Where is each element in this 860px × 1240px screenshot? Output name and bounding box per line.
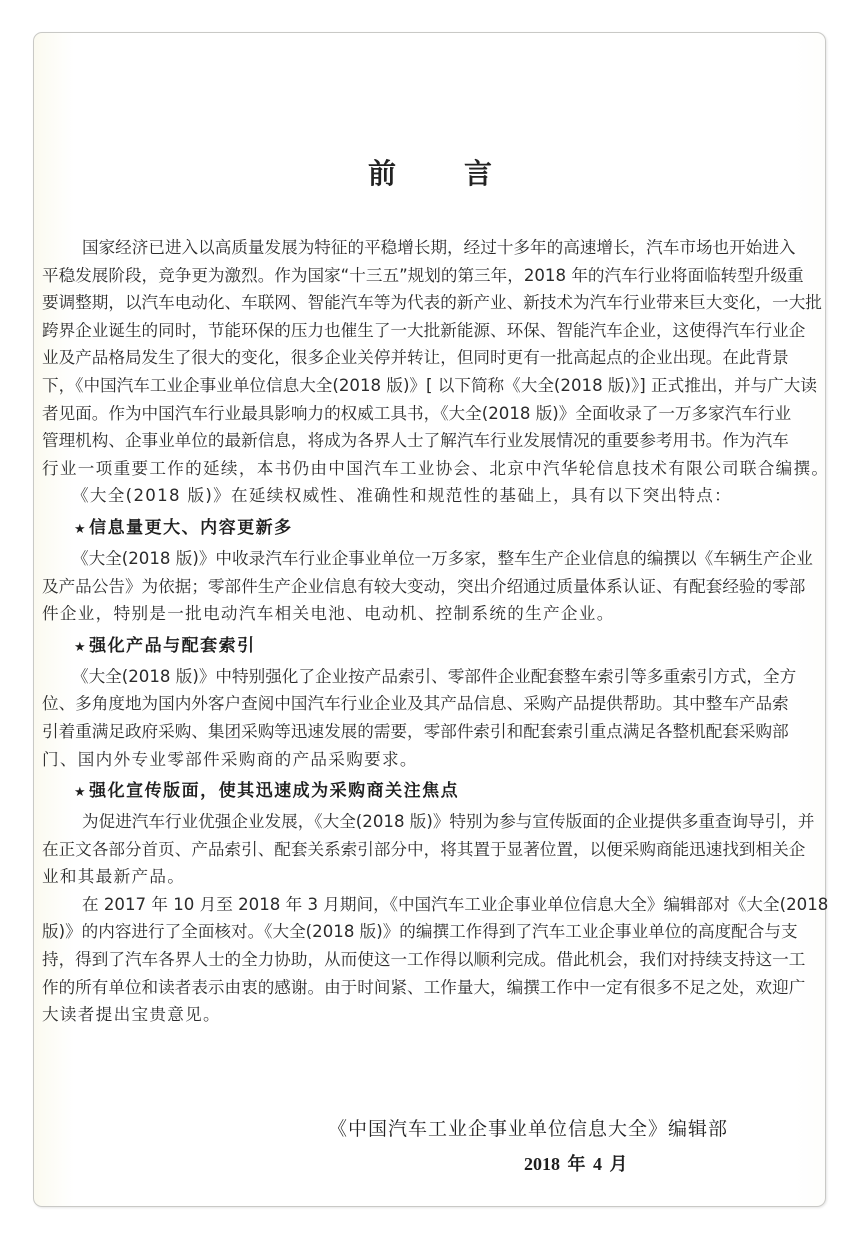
features-intro: 《大全(2018 版)》在延续权威性、准确性和规范性的基础上，具有以下突出特点： (72, 486, 733, 506)
text-line: 业和其最新产品。 (42, 867, 186, 887)
signature-date: 2018 年 4 月 (524, 1154, 628, 1174)
document-body (42, 234, 830, 1029)
text-line: 件企业，特别是一批电动汽车相关电池、电动机、控制系统的生产企业。 (42, 604, 615, 624)
section-heading-text: 强化产品与配套索引 (89, 635, 256, 656)
text-line: 作的所有单位和读者表示由衷的感谢。由于时间紧、工作量大，编撰工作中一定有很多不足之处，欢迎广 (42, 977, 806, 997)
text-line: 者见面。作为中国汽车行业最具影响力的权威工具书，《大全(2018 版)》全面收录了一万多家汽车行业 (42, 403, 792, 423)
section-heading (42, 777, 787, 806)
text-line: 管理机构、企事业单位的最新信息，将成为各界人士了解汽车行业发展情况的重要参考用书。作为汽车 (42, 431, 789, 451)
text-line: 持，得到了汽车各界人士的全力协助，从而使这一工作得以顺利完成。借此机会，我们对持续支持这一工 (42, 950, 806, 970)
text-line: 国家经济已进入以高质量发展为特征的平稳增长期，经过十多年的高速增长，汽车市场也开始进入 (82, 238, 796, 257)
text-line: 门、国内外专业零部件采购商的产品采购要求。 (42, 749, 418, 769)
text-line: 及产品公告》为依据；零部件生产企业信息有较大变动，突出介绍通过质量体系认证、有配套经验的零部 (42, 576, 806, 596)
title-char-2: 言 (464, 157, 493, 190)
section-index (42, 632, 797, 773)
text-line: 版)》的内容进行了全面核对。《大全(2018 版)》的编撰工作得到了汽车工业企事业单位的高度配合与支 (42, 922, 798, 942)
text-line: 行业一项重要工作的延续，本书仍由中国汽车工业协会、北京中汽华轮信息技术有限公司联合编撰。 (42, 458, 830, 478)
page-title (0, 152, 860, 192)
section-heading (42, 632, 787, 661)
star-icon: ★ (74, 521, 88, 537)
title-char-1: 前 (367, 157, 396, 190)
text-line: 平稳发展阶段，竞争更为激烈。作为国家“十三五”规划的第三年，2018 年的汽车行业将面临转型升级重 (42, 265, 804, 285)
star-icon: ★ (74, 785, 88, 801)
section-heading-text: 信息量更大、内容更新多 (89, 517, 293, 538)
section-info (42, 514, 813, 628)
text-line: 大读者提出宝贵意见。 (42, 1005, 221, 1025)
text-line: 引着重满足政府采购、集团采购等迅速发展的需要，零部件索引和配套索引重点满足各整机配套采购部 (42, 721, 789, 741)
star-icon: ★ (74, 639, 88, 655)
text-line: 要调整期，以汽车电动化、车联网、智能汽车等为代表的新产业、新技术为汽车行业带来巨大变化，一大批 (42, 293, 822, 313)
section-heading-text: 强化宣传版面，使其迅速成为采购商关注焦点 (89, 781, 460, 802)
closing-paragraph (42, 891, 829, 1029)
signature-org: 《中国汽车工业企事业单位信息大全》编辑部 (328, 1118, 729, 1140)
text-line: 《大全(2018 版)》中特别强化了企业按产品索引、零部件企业配套整车索引等多重索引方式，全方 (72, 666, 797, 686)
text-line: 位、多角度地为国内外客户查阅中国汽车行业企业及其产品信息、采购产品提供帮助。其中整车产品索 (42, 694, 789, 714)
text-line: 在正文各部分首页、产品索引、配套关系索引部分中，将其置于显著位置，以便采购商能迅速找到相关企 (42, 839, 806, 859)
intro-paragraph (42, 234, 830, 482)
text-line: 为促进汽车行业优强企业发展，《大全(2018 版)》特别为参与宣传版面的企业提供多重查询导引，并 (82, 812, 815, 832)
text-line: 在 2017 年 10 月至 2018 年 3 月期间，《中国汽车工业企事业单位信息大全》编辑部对《大全(2018 (82, 894, 829, 914)
section-heading (42, 514, 787, 543)
text-line: 业及产品格局发生了很大的变化，很多企业关停并转让，但同时更有一批高起点的企业出现。在此背景 (42, 348, 789, 368)
text-line: 《大全(2018 版)》中收录汽车行业企事业单位一万多家，整车生产企业信息的编撰以《车辆生产企业 (72, 548, 813, 568)
section-promotion (42, 777, 815, 891)
text-line: 跨界企业诞生的同时，节能环保的压力也催生了一大批新能源、环保、智能汽车企业，这使得汽车行业企 (42, 320, 806, 340)
text-line: 下，《中国汽车工业企事业单位信息大全(2018 版)》[ 以下简称《大全(2018 版)》] 正式推出，并与广大读 (42, 375, 817, 395)
